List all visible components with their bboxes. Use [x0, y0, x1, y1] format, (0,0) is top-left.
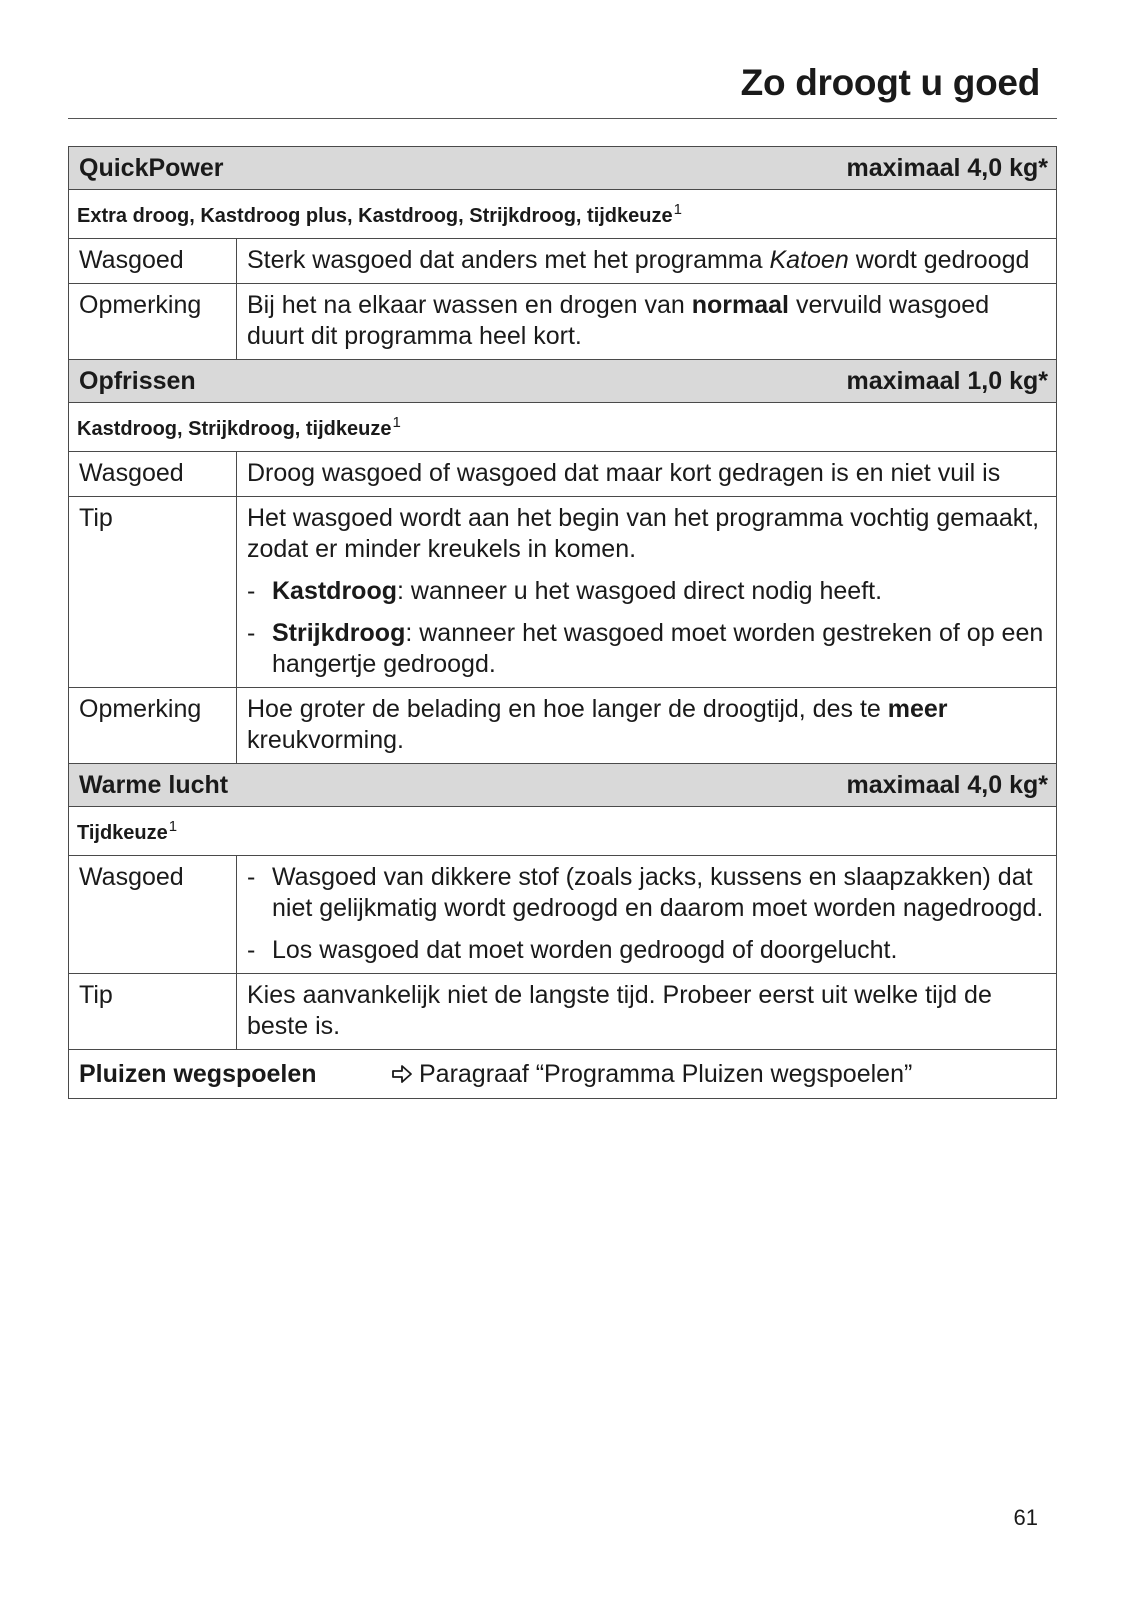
table-row	[69, 497, 1057, 688]
program-options: Kastdroog, Strijkdroog, tijdkeuze	[77, 418, 392, 440]
table-row-pluizen	[69, 1050, 1057, 1099]
title-divider	[68, 118, 1057, 119]
table-row	[69, 688, 1057, 764]
max-load: maximaal 4,0 kg*	[846, 153, 1048, 182]
arrow-right-outline-icon	[391, 1064, 413, 1084]
table-row	[69, 856, 1057, 974]
row-label: Tip	[69, 974, 237, 1050]
table-row	[69, 974, 1057, 1050]
program-name: QuickPower	[79, 153, 224, 182]
section-header-quickpower	[69, 147, 1057, 190]
row-label: Wasgoed	[69, 239, 237, 284]
section-header-warme-lucht	[69, 764, 1057, 807]
page-title: Zo droogt u goed	[740, 62, 1040, 103]
program-name: Warme lucht	[79, 770, 229, 799]
page-number: 61	[1013, 1505, 1038, 1530]
table-row	[69, 284, 1057, 360]
row-label: Wasgoed	[69, 452, 237, 497]
row-label: Tip	[69, 497, 237, 688]
row-text: Sterk wasgoed dat anders met het programma Katoen wordt gedroogd	[237, 239, 1057, 284]
footnote-marker: 1	[673, 201, 682, 218]
row-label: Wasgoed	[69, 856, 237, 974]
row-label: Opmerking	[69, 688, 237, 764]
list-item: - Los wasgoed dat moet worden gedroogd of doorgelucht.	[247, 936, 898, 964]
table-row	[69, 239, 1057, 284]
row-text: Bij het na elkaar wassen en drogen van normaal vervuild wasgoed duurt dit programma heel kort.	[237, 284, 1057, 360]
section-header-opfrissen	[69, 360, 1057, 403]
program-name: Pluizen wegspoelen	[79, 1059, 317, 1088]
footnote-marker: 1	[168, 818, 178, 835]
program-name: Opfrissen	[79, 366, 196, 395]
program-options: Extra droog, Kastdroog plus, Kastdroog, Strijkdroog, tijdkeuze	[77, 205, 673, 227]
cross-reference: Paragraaf “Programma Pluizen wegspoelen”	[419, 1059, 913, 1088]
footnote-marker: 1	[392, 414, 401, 431]
program-options-row	[69, 403, 1057, 452]
list-item: - Kastdroog: wanneer u het wasgoed direct nodig heeft.	[247, 577, 883, 605]
row-text	[237, 856, 1057, 974]
row-text: Hoe groter de belading en hoe langer de droogtijd, des te meer kreukvorming.	[237, 688, 1057, 764]
row-text: Kies aanvankelijk niet de langste tijd. Probeer eerst uit welke tijd de beste is.	[237, 974, 1057, 1050]
program-options-row	[69, 807, 1057, 856]
list-item: - Wasgoed van dikkere stof (zoals jacks, kussens en slaapzakken) dat niet gelijkmatig wordt gedroogd en daarom moet worden nagedroogd.	[247, 863, 1044, 922]
row-label: Opmerking	[69, 284, 237, 360]
row-text: Droog wasgoed of wasgoed dat maar kort gedragen is en niet vuil is	[237, 452, 1057, 497]
program-options: Tijdkeuze	[77, 822, 168, 844]
row-text: Het wasgoed wordt aan het begin van het programma vochtig gemaakt, zodat er minder kreukels in komen. - Kastdroog: wanneer u het wasgoed direct nodig heeft. - Strijkdroog: wanneer het wasgoed moet worden gestreken of op een hangertje gedroogd.	[237, 497, 1057, 688]
program-table	[68, 146, 1057, 1099]
max-load: maximaal 1,0 kg*	[846, 366, 1048, 395]
list-item: - Strijkdroog: wanneer het wasgoed moet worden gestreken of op een hangertje gedroogd.	[247, 619, 1044, 678]
table-row	[69, 452, 1057, 497]
program-options-row	[69, 190, 1057, 239]
max-load: maximaal 4,0 kg*	[846, 770, 1048, 799]
